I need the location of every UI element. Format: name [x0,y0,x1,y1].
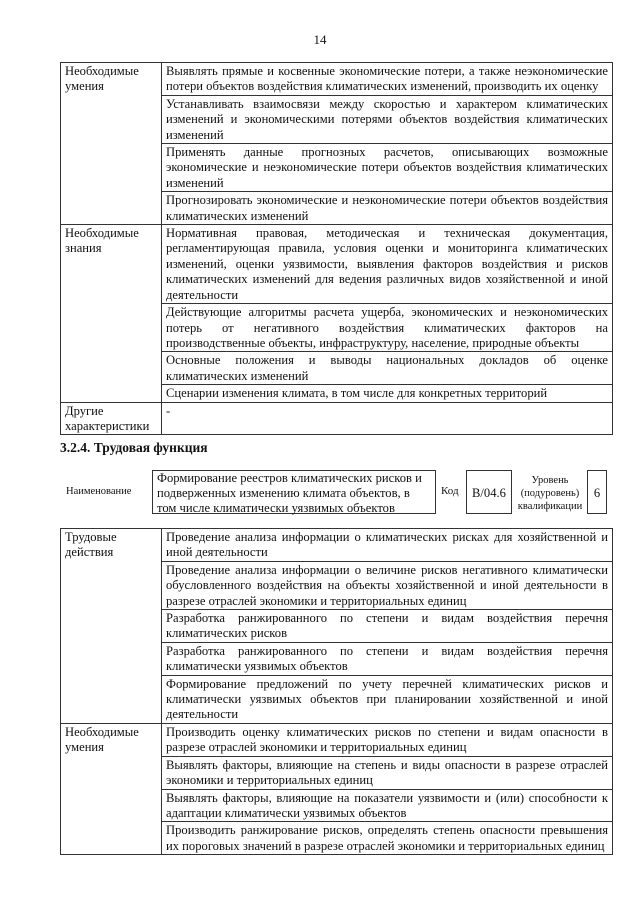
page-number: 14 [313,32,327,47]
requirement-item: Разработка ранжированного по степени и видам воздействия перечня климатически уязвимых объектов [162,642,613,675]
code-value: B/04.6 [466,470,512,514]
name-label: Наименование [66,486,132,497]
row-group-label: Необходимые умения [61,723,162,854]
requirement-item: Нормативная правовая, методическая и техническая документация, регламентирующая правила, условия оценки и мониторинга климатических изменений, оценки уязвимости, выявления факторов воздействия и рисков климатических изменений для ведения различных видов хозяйственной и иной деятельности [162,225,613,304]
requirement-item: Устанавливать взаимосвязи между скоростью и характером климатических изменений и экономическими потерями объектов воздействия климатических изменений [162,95,613,143]
table-row [61,723,613,756]
requirement-item: Основные положения и выводы национальных докладов об оценке климатических изменений [162,352,613,385]
row-group-label: Необходимые умения [61,63,162,225]
table-row [61,63,613,96]
requirement-item: Производить оценку климатических рисков по степени и видам опасности в разрезе отраслей экономики и территориальных единиц [162,723,613,756]
table-row [61,529,613,562]
requirement-item: Проведение анализа информации о величине рисков негативного климатически обусловленного воздействия на объекты хозяйственной и иной деятельности в разрезе отраслей экономики и территориальных единиц [162,561,613,609]
level-label: Уровень (подуровень) квалификации [517,475,583,512]
requirement-item: Выявлять прямые и косвенные экономические потери, а также неэкономические потери объектов воздействия климатических изменений, производить их оценку [162,63,613,96]
requirement-item: Применять данные прогнозных расчетов, описывающих возможные экономические и неэкономические потери объектов воздействия климатических изменений [162,144,613,192]
requirement-item: Прогнозировать экономические и неэкономические потери объектов воздействия климатических изменений [162,192,613,225]
requirement-item: Разработка ранжированного по степени и видам воздействия перечня климатических рисков [162,610,613,643]
row-group-label: Трудовые действия [61,529,162,724]
section-heading: 3.2.4. Трудовая функция [60,440,208,455]
requirements-table-2 [60,528,613,855]
row-group-label: Другие характеристики [61,402,162,435]
requirements-table-1 [60,62,613,435]
requirement-item: Выявлять факторы, влияющие на показатели уязвимости и (или) способности к адаптации климатически уязвимых объектов [162,789,613,822]
row-group-label: Необходимые знания [61,225,162,402]
level-value: 6 [587,470,607,514]
table-row [61,402,613,435]
function-header [60,468,613,518]
requirement-item: Действующие алгоритмы расчета ущерба, экономических и неэкономических потерь от негативного воздействия климатических факторов на производственные объекты, инфраструктуру, население, природные объекты [162,304,613,352]
requirement-item: - [162,402,613,435]
code-label: Код [441,485,459,497]
requirement-item: Производить ранжирование рисков, определять степень опасности превышения их пороговых значений в разрезе отраслей экономики и территориальных единиц [162,822,613,855]
requirement-item: Формирование предложений по учету перечней климатических рисков и климатически уязвимых объектов при планировании хозяйственной и иной деятельности [162,675,613,723]
requirement-item: Выявлять факторы, влияющие на степень и виды опасности в разрезе отраслей экономики и территориальных единиц [162,756,613,789]
name-value: Формирование реестров климатических рисков и подверженных изменению климата объектов, в том числе климатически уязвимых объектов [152,470,436,514]
requirement-item: Сценарии изменения климата, в том числе для конкретных территорий [162,385,613,402]
table-row [61,225,613,304]
requirement-item: Проведение анализа информации о климатических рисках для хозяйственной и иной деятельности [162,529,613,562]
